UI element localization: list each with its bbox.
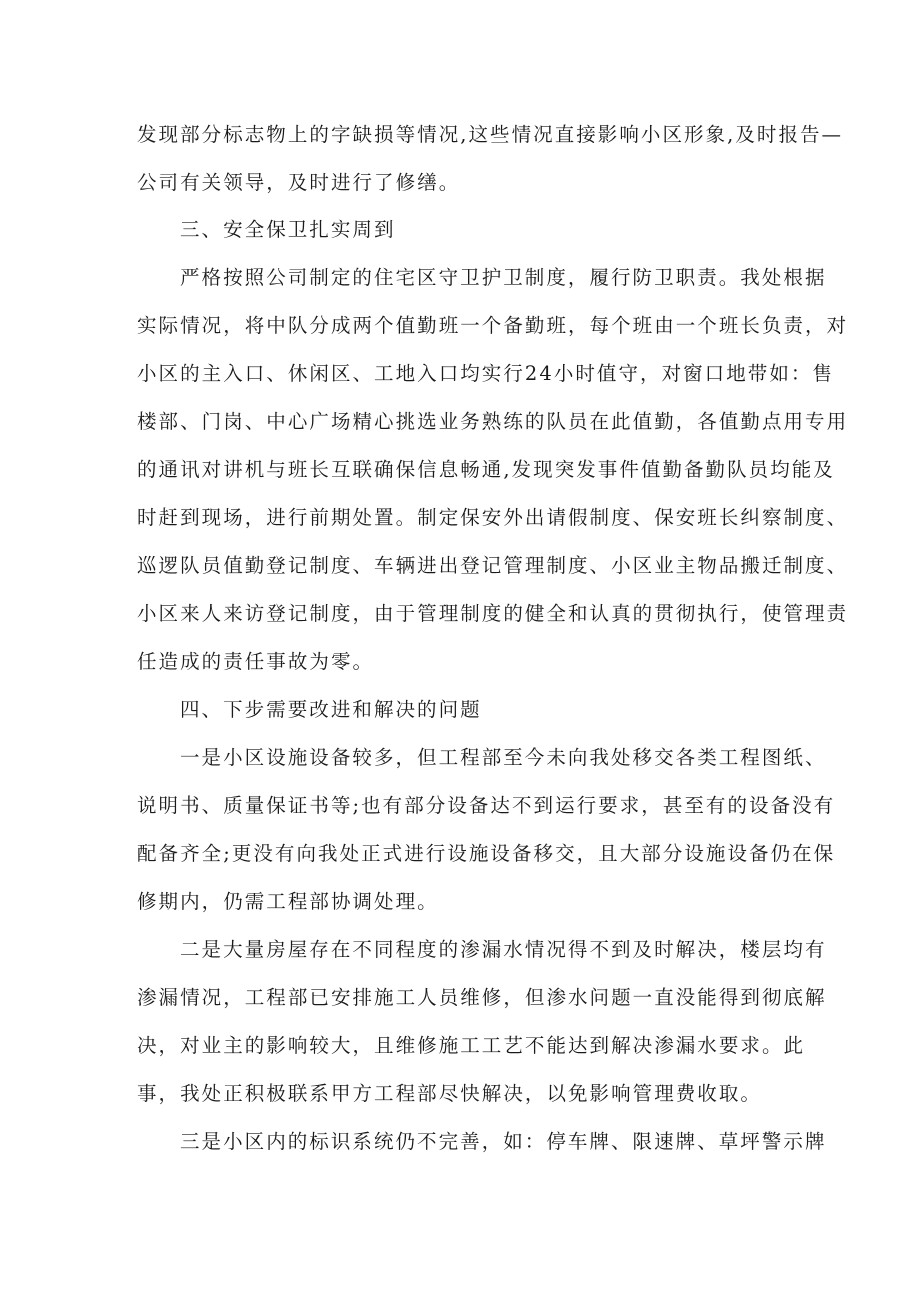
body-line: 发现部分标志物上的字缺损等情况,这些情况直接影响小区形象,及时报告— <box>137 123 844 146</box>
body-line: 说明书、质量保证书等;也有部分设备达不到运行要求，甚至有的设备没有 <box>137 794 836 817</box>
body-line: 楼部、门岗、中心广场精心挑选业务熟练的队员在此值勤，各值勤点用专用 <box>137 410 849 433</box>
body-line: 的通讯对讲机与班长互联确保信息畅通,发现突发事件值勤备勤队员均能及 <box>137 458 835 481</box>
body-line: 时赶到现场，进行前期处置。制定保安外出请假制度、保安班长纠察制度、 <box>137 506 849 529</box>
body-line: 任造成的责任事故为零。 <box>137 650 375 673</box>
section-heading: 四、下步需要改进和解决的问题 <box>180 698 482 721</box>
body-line: 一是小区设施设备较多，但工程部至今未向我处移交各类工程图纸、 <box>180 746 827 769</box>
body-line: 小区来人来访登记制度，由于管理制度的健全和认真的贯彻执行，使管理责 <box>137 602 849 625</box>
body-line: 修期内，仍需工程部协调处理。 <box>137 890 439 913</box>
body-line: 严格按照公司制定的住宅区守卫护卫制度，履行防卫职责。我处根据 <box>180 266 827 289</box>
section-heading: 三、安全保卫扎实周到 <box>180 218 396 241</box>
body-line: 配备齐全;更没有向我处正式进行设施设备移交，且大部分设施设备仍在保 <box>137 842 836 865</box>
body-line: 渗漏情况，工程部已安排施工人员维修，但渗水问题一直没能得到彻底解 <box>137 986 827 1009</box>
body-line: 实际情况，将中队分成两个值勤班一个备勤班，每个班由一个班长负责，对 <box>137 314 849 337</box>
body-line: 公司有关领导，及时进行了修缮。 <box>137 171 461 194</box>
body-line: 小区的主入口、休闲区、工地入口均实行24小时值守，对窗口地带如：售 <box>137 362 834 385</box>
body-line: 巡逻队员值勤登记制度、车辆进出登记管理制度、小区业主物品搬迁制度、 <box>137 554 849 577</box>
body-line: 二是大量房屋存在不同程度的渗漏水情况得不到及时解决，楼层均有 <box>180 938 827 961</box>
body-line: 三是小区内的标识系统仍不完善，如：停车牌、限速牌、草坪警示牌 <box>180 1130 827 1153</box>
body-line: 事，我处正积极联系甲方工程部尽快解决，以免影响管理费收取。 <box>137 1082 762 1105</box>
body-line: 决，对业主的影响较大，且维修施工工艺不能达到解决渗漏水要求。此 <box>137 1034 806 1057</box>
